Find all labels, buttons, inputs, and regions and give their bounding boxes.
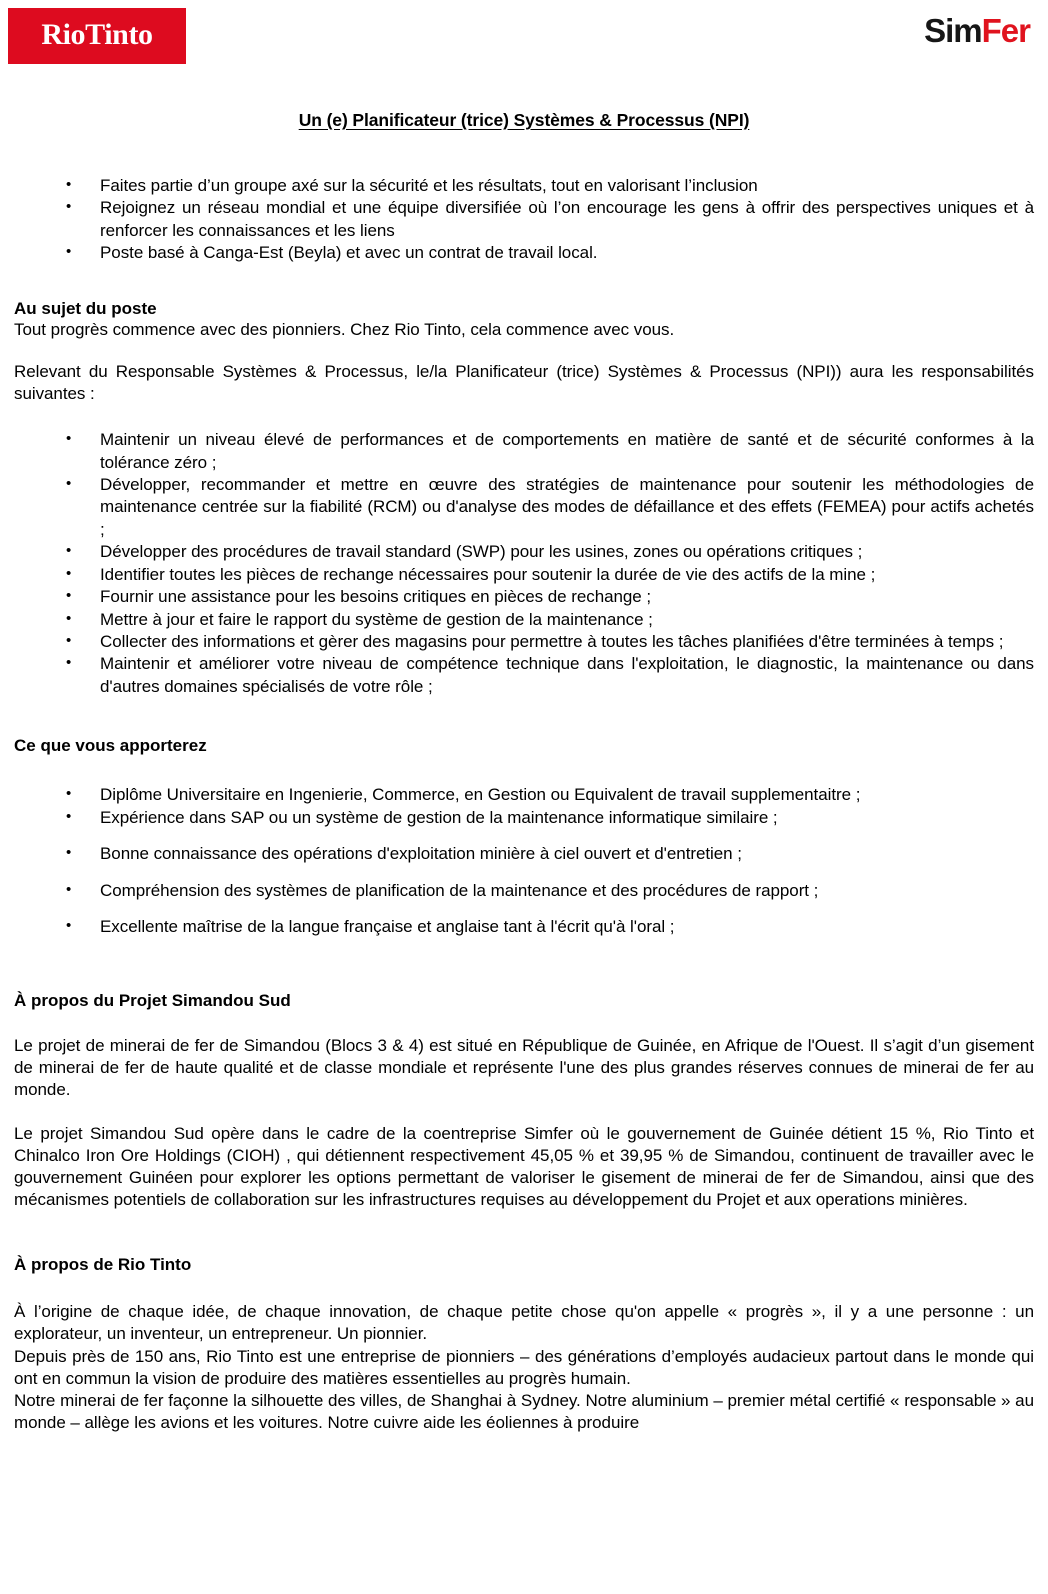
list-item <box>14 880 1034 902</box>
list-item-text: Excellente maîtrise de la langue française et anglaise tant à l'écrit qu'à l'oral ; <box>100 917 675 937</box>
document-body <box>0 110 1048 1434</box>
list-item-text: Compréhension des systèmes de planification de la maintenance et des procédures de rapport ; <box>100 880 819 900</box>
section-heading-au-sujet-du-poste: Au sujet du poste <box>14 298 157 318</box>
page-title <box>14 110 1034 131</box>
section-paragraph: Notre minerai de fer façonne la silhouette des villes, de Shanghai à Sydney. Notre aluminium – premier métal certifié « responsable » au monde – allège les avions et les voitures. Notre cuivre aide les éoliennes à produire <box>14 1390 1034 1432</box>
list-item <box>14 175 1034 197</box>
section-paragraph: À l’origine de chaque idée, de chaque innovation, de chaque petite chose qu'on appelle « progrès », il y a une personne : un explorateur, un inventeur, un entrepreneur. Un pionnier. <box>14 1302 1034 1344</box>
list-item <box>14 784 1034 806</box>
list-item-text: Identifier toutes les pièces de rechange nécessaires pour soutenir la durée de vie des actifs de la mine ; <box>100 564 876 584</box>
list-item <box>14 653 1034 698</box>
list-item <box>14 609 1034 631</box>
list-item <box>14 242 1034 264</box>
list-item <box>14 631 1034 653</box>
list-item <box>14 807 1034 829</box>
list-item-text: Faites partie d’un groupe axé sur la sécurité et les résultats, tout en valorisant l’inclusion <box>100 176 758 195</box>
section-paragraph: Depuis près de 150 ans, Rio Tinto est une entreprise de pionniers – des générations d’employés audacieux partout dans le monde qui ont en commun la vision de produire des matières essentielles au progrès humain. <box>14 1346 1034 1388</box>
list-item <box>14 197 1034 242</box>
list-item-text: Collecter des informations et gèrer des magasins pour permettre à toutes les tâches planifiées d'être terminées à temps ; <box>100 632 1004 652</box>
document-header <box>0 0 1048 72</box>
section-paragraph: Relevant du Responsable Systèmes & Processus, le/la Planificateur (trice) Systèmes & Processus (NPI)) aura les responsabilités suivantes : <box>14 361 1034 403</box>
section-paragraph: Tout progrès commence avec des pionniers. Chez Rio Tinto, cela commence avec vous. <box>14 319 675 339</box>
requirements-bullet-list <box>14 784 1034 938</box>
list-item-text: Bonne connaissance des opérations d'exploitation minière à ciel ouvert et d'entretien ; <box>100 844 742 864</box>
list-item <box>14 564 1034 586</box>
section-heading-ce-que-vous-apporterez: Ce que vous apporterez <box>14 736 207 756</box>
list-item-text: Maintenir et améliorer votre niveau de compétence technique dans l'exploitation, le diagnostic, la maintenance ou dans d'autres domaines spécialisés de votre rôle ; <box>100 654 1034 696</box>
rio-tinto-logo <box>8 8 186 64</box>
simfer-wordmark-sim: Sim <box>924 12 982 49</box>
intro-bullet-list <box>14 175 1034 265</box>
section-heading-a-propos-projet-simandou-sud: À propos du Projet Simandou Sud <box>14 990 291 1010</box>
list-item-text: Développer, recommander et mettre en œuvre des stratégies de maintenance pour soutenir les méthodologies de maintenance centrée sur la fiabilité (RCM) ou d'analyse des modes de défaillance et des effets (FEMEA) pour actifs achetés ; <box>100 474 1034 539</box>
section-heading-a-propos-de-rio-tinto: À propos de Rio Tinto <box>14 1255 192 1275</box>
list-item-text: Expérience dans SAP ou un système de gestion de la maintenance informatique similaire ; <box>100 807 778 827</box>
list-item-text: Diplôme Universitaire en Ingenierie, Commerce, en Gestion ou Equivalent de travail supplementaitre ; <box>100 785 861 805</box>
section-paragraph: Le projet de minerai de fer de Simandou (Blocs 3 & 4) est situé en République de Guinée, en Afrique de l'Ouest. Il s’agit d’un gisement de minerai de fer de haute qualité et de classe mondiale et représente l'une des plus grandes réserves connues de minerai de fer au monde. <box>14 1035 1034 1099</box>
rio-tinto-about-text <box>14 1301 1034 1434</box>
list-item <box>14 429 1034 474</box>
page-title-text: Un (e) Planificateur (trice) Systèmes & Processus (NPI) <box>298 110 750 130</box>
simfer-wordmark-fer: Fer <box>981 12 1030 49</box>
list-item <box>14 916 1034 938</box>
list-item <box>14 843 1034 865</box>
rio-tinto-wordmark: RioTinto <box>41 18 153 51</box>
list-item-text: Développer des procédures de travail standard (SWP) pour les usines, zones ou opérations critiques ; <box>100 542 863 562</box>
list-item-text: Rejoignez un réseau mondial et une équipe diversifiée où l’on encourage les gens à offrir des perspectives uniques et à renforcer les connaissances et les liens <box>100 198 1034 240</box>
list-item-text: Maintenir un niveau élevé de performances et de comportements en matière de santé et de sécurité conformes à la tolérance zéro ; <box>100 430 1034 472</box>
list-item <box>14 474 1034 541</box>
simfer-logo <box>924 14 1030 47</box>
list-item-text: Mettre à jour et faire le rapport du système de gestion de la maintenance ; <box>100 609 653 629</box>
section-paragraph: Le projet Simandou Sud opère dans le cadre de la coentreprise Simfer où le gouvernement de Guinée détient 15 %, Rio Tinto et Chinalco Iron Ore Holdings (CIOH) , qui détiennent respectivement 45,05 % et 39,95 % de Simandou, continuent de travailler avec le gouvernement Guinéen pour explorer les options permettant de valoriser le gisement de minerai de fer de Simandou, ainsi que des mécanismes potentiels de collaboration sur les infrastructures requises au développement du Projet et aux operations minières. <box>14 1123 1034 1210</box>
list-item-text: Fournir une assistance pour les besoins critiques en pièces de rechange ; <box>100 587 652 607</box>
list-item-text: Poste basé à Canga-Est (Beyla) et avec un contrat de travail local. <box>100 243 598 263</box>
responsibilities-bullet-list <box>14 429 1034 698</box>
list-item <box>14 586 1034 608</box>
list-item <box>14 541 1034 563</box>
